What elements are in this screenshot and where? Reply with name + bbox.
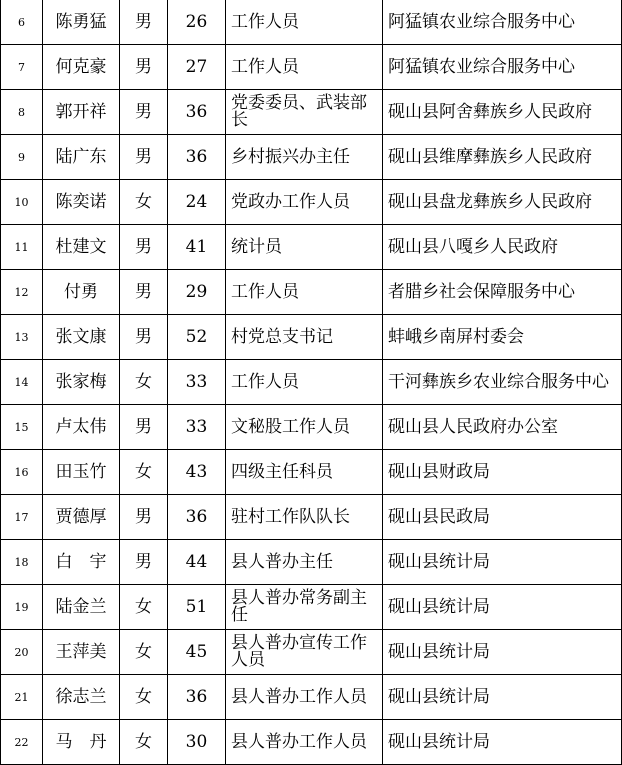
- name-cell: 付勇: [43, 270, 120, 315]
- row-number-cell: 20: [1, 630, 43, 675]
- gender-cell: 男: [120, 495, 168, 540]
- name-cell: 白 宇: [43, 540, 120, 585]
- name-cell: 卢太伟: [43, 405, 120, 450]
- name-cell: 徐志兰: [43, 675, 120, 720]
- name-cell: 张文康: [43, 315, 120, 360]
- gender-cell: 男: [120, 135, 168, 180]
- gender-cell: 男: [120, 315, 168, 360]
- table-row: [1, 315, 622, 360]
- gender-cell: 女: [120, 450, 168, 495]
- organization-cell: 砚山县统计局: [383, 675, 622, 720]
- row-number-cell: 21: [1, 675, 43, 720]
- organization-cell: 蚌峨乡南屏村委会: [383, 315, 622, 360]
- age-cell: 27: [168, 45, 226, 90]
- row-number-cell: 19: [1, 585, 43, 630]
- name-cell: 陈奕诺: [43, 180, 120, 225]
- age-cell: 43: [168, 450, 226, 495]
- name-cell: 田玉竹: [43, 450, 120, 495]
- position-cell: 党政办工作人员: [226, 180, 383, 225]
- gender-cell: 男: [120, 270, 168, 315]
- table-body: [1, 0, 622, 765]
- name-cell: 陈勇猛: [43, 0, 120, 45]
- table-row: [1, 540, 622, 585]
- organization-cell: 砚山县统计局: [383, 630, 622, 675]
- position-cell: 县人普办宣传工作人员: [226, 630, 383, 675]
- organization-cell: 者腊乡社会保障服务中心: [383, 270, 622, 315]
- gender-cell: 女: [120, 630, 168, 675]
- age-cell: 30: [168, 720, 226, 765]
- organization-cell: 砚山县财政局: [383, 450, 622, 495]
- table-row: [1, 0, 622, 45]
- table-row: [1, 180, 622, 225]
- row-number-cell: 13: [1, 315, 43, 360]
- row-number-cell: 9: [1, 135, 43, 180]
- position-cell: 县人普办主任: [226, 540, 383, 585]
- name-cell: 郭开祥: [43, 90, 120, 135]
- table-row: [1, 405, 622, 450]
- organization-cell: 砚山县统计局: [383, 540, 622, 585]
- name-cell: 陆金兰: [43, 585, 120, 630]
- row-number-cell: 17: [1, 495, 43, 540]
- table-row: [1, 270, 622, 315]
- position-cell: 驻村工作队队长: [226, 495, 383, 540]
- organization-cell: 砚山县民政局: [383, 495, 622, 540]
- table-row: [1, 630, 622, 675]
- table-row: [1, 90, 622, 135]
- age-cell: 29: [168, 270, 226, 315]
- position-cell: 工作人员: [226, 270, 383, 315]
- age-cell: 33: [168, 360, 226, 405]
- table-row: [1, 720, 622, 765]
- organization-cell: 砚山县维摩彝族乡人民政府: [383, 135, 622, 180]
- position-cell: 统计员: [226, 225, 383, 270]
- row-number-cell: 11: [1, 225, 43, 270]
- name-cell: 陆广东: [43, 135, 120, 180]
- position-cell: 县人普办工作人员: [226, 720, 383, 765]
- age-cell: 36: [168, 135, 226, 180]
- table-row: [1, 495, 622, 540]
- organization-cell: 砚山县八嘎乡人民政府: [383, 225, 622, 270]
- gender-cell: 男: [120, 0, 168, 45]
- organization-cell: 砚山县人民政府办公室: [383, 405, 622, 450]
- position-cell: 党委委员、武装部长: [226, 90, 383, 135]
- age-cell: 36: [168, 90, 226, 135]
- organization-cell: 砚山县盘龙彝族乡人民政府: [383, 180, 622, 225]
- age-cell: 36: [168, 675, 226, 720]
- table-row: [1, 450, 622, 495]
- gender-cell: 女: [120, 585, 168, 630]
- name-cell: 杜建文: [43, 225, 120, 270]
- organization-cell: 阿猛镇农业综合服务中心: [383, 45, 622, 90]
- table-row: [1, 45, 622, 90]
- age-cell: 45: [168, 630, 226, 675]
- row-number-cell: 14: [1, 360, 43, 405]
- table-row: [1, 225, 622, 270]
- organization-cell: 砚山县阿舍彝族乡人民政府: [383, 90, 622, 135]
- row-number-cell: 16: [1, 450, 43, 495]
- name-cell: 张家梅: [43, 360, 120, 405]
- table-row: [1, 360, 622, 405]
- row-number-cell: 22: [1, 720, 43, 765]
- gender-cell: 男: [120, 225, 168, 270]
- gender-cell: 女: [120, 180, 168, 225]
- row-number-cell: 10: [1, 180, 43, 225]
- position-cell: 村党总支书记: [226, 315, 383, 360]
- age-cell: 41: [168, 225, 226, 270]
- row-number-cell: 7: [1, 45, 43, 90]
- organization-cell: 阿猛镇农业综合服务中心: [383, 0, 622, 45]
- row-number-cell: 6: [1, 0, 43, 45]
- row-number-cell: 15: [1, 405, 43, 450]
- gender-cell: 女: [120, 720, 168, 765]
- name-cell: 王萍美: [43, 630, 120, 675]
- gender-cell: 女: [120, 360, 168, 405]
- gender-cell: 男: [120, 90, 168, 135]
- position-cell: 工作人员: [226, 360, 383, 405]
- name-cell: 何克豪: [43, 45, 120, 90]
- organization-cell: 砚山县统计局: [383, 585, 622, 630]
- position-cell: 县人普办工作人员: [226, 675, 383, 720]
- organization-cell: 砚山县统计局: [383, 720, 622, 765]
- table-row: [1, 135, 622, 180]
- age-cell: 52: [168, 315, 226, 360]
- age-cell: 44: [168, 540, 226, 585]
- name-cell: 贾德厚: [43, 495, 120, 540]
- organization-cell: 干河彝族乡农业综合服务中心: [383, 360, 622, 405]
- position-cell: 四级主任科员: [226, 450, 383, 495]
- age-cell: 51: [168, 585, 226, 630]
- position-cell: 县人普办常务副主任: [226, 585, 383, 630]
- gender-cell: 男: [120, 405, 168, 450]
- gender-cell: 男: [120, 45, 168, 90]
- gender-cell: 女: [120, 675, 168, 720]
- row-number-cell: 12: [1, 270, 43, 315]
- position-cell: 工作人员: [226, 45, 383, 90]
- age-cell: 33: [168, 405, 226, 450]
- table-row: [1, 585, 622, 630]
- position-cell: 文秘股工作人员: [226, 405, 383, 450]
- age-cell: 24: [168, 180, 226, 225]
- position-cell: 乡村振兴办主任: [226, 135, 383, 180]
- name-cell: 马 丹: [43, 720, 120, 765]
- age-cell: 36: [168, 495, 226, 540]
- row-number-cell: 8: [1, 90, 43, 135]
- row-number-cell: 18: [1, 540, 43, 585]
- position-cell: 工作人员: [226, 0, 383, 45]
- table-row: [1, 675, 622, 720]
- gender-cell: 男: [120, 540, 168, 585]
- age-cell: 26: [168, 0, 226, 45]
